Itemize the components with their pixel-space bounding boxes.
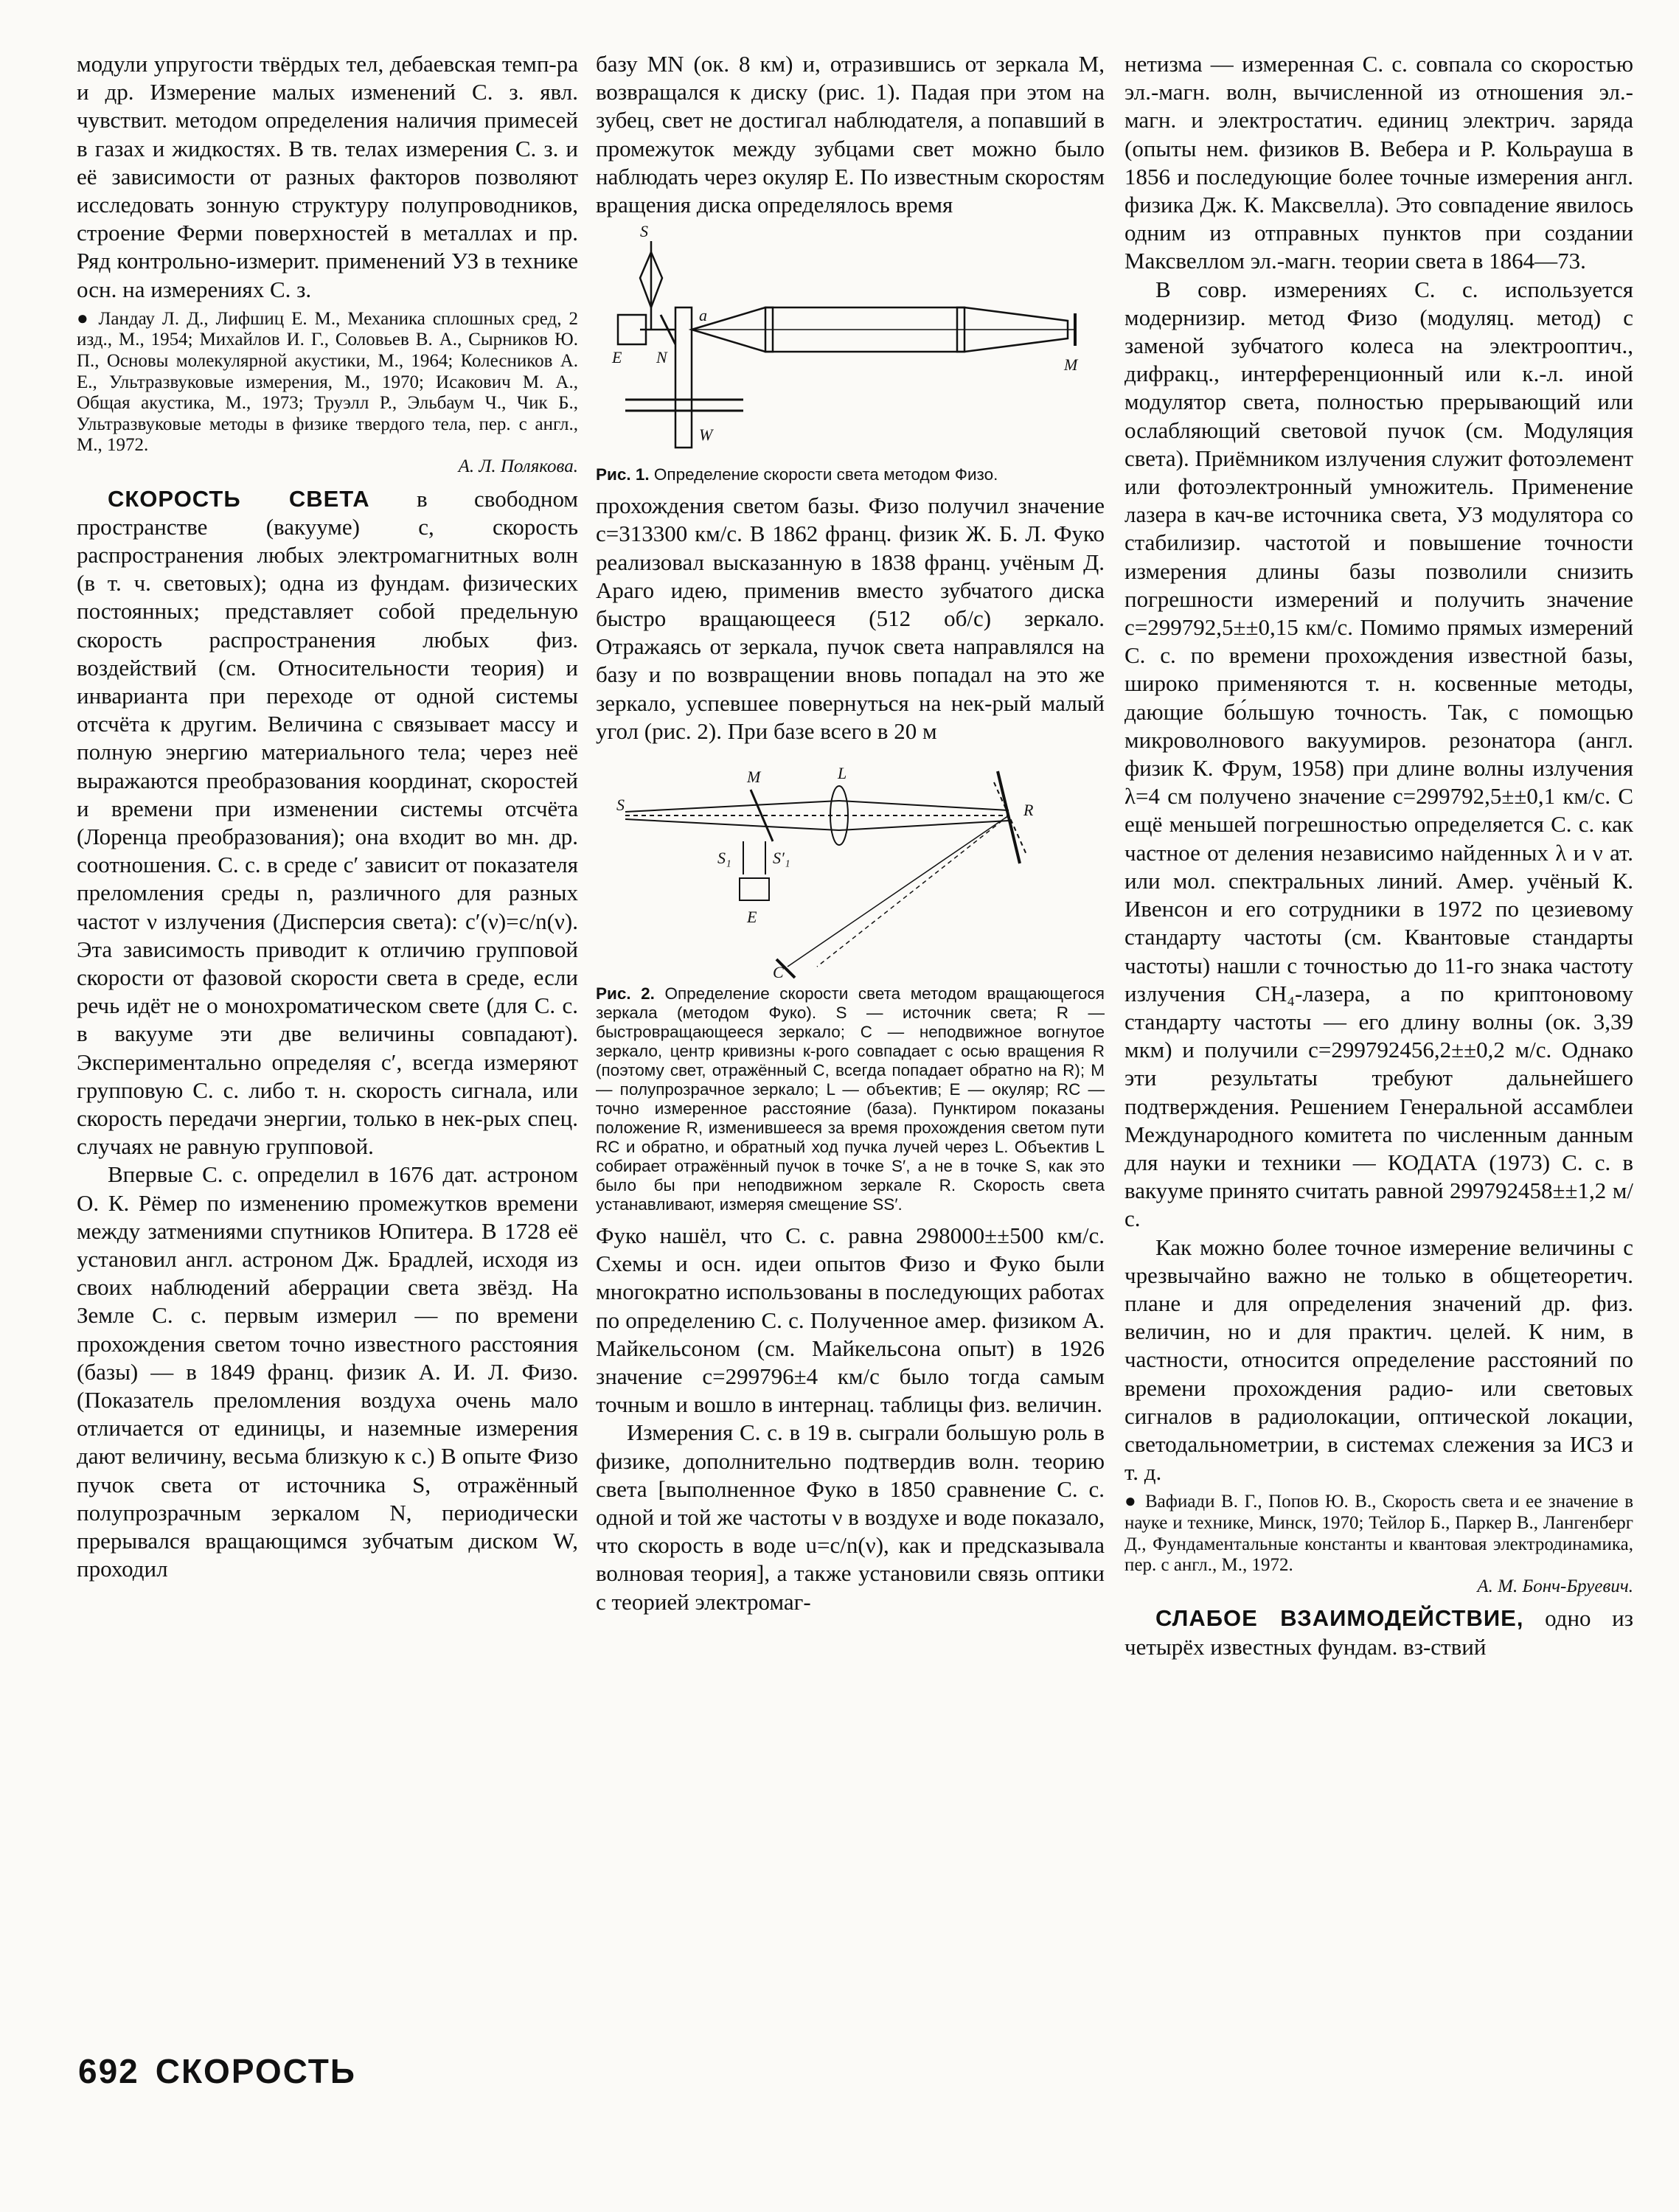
- bullet-icon: ●: [1124, 1490, 1138, 1512]
- page-number: 692: [78, 2052, 139, 2090]
- headword: СКОРОСТЬ СВЕТА: [108, 485, 370, 512]
- label-s: S: [616, 796, 625, 815]
- label-m: M: [747, 768, 761, 787]
- toothed-disk-w: [675, 307, 692, 448]
- paragraph: одно из четырёх известных фундам. вз-ствий: [1124, 1605, 1633, 1660]
- column-2: [596, 50, 1105, 1616]
- paragraph: в свободном пространстве (вакууме) c, скорость распространения любых электромагнитных волн (в т. ч. световых); одна из фундам. физических постоянных; представляет собой предельную скорость распространения любых физ. воздействий (см. Относительности теория) и инварианта при переходе от одной системы отсчёта к другим. Величина c связывает массу и полную энергию материального тела; через неё выражаются преобразования координат, скоростей и времени при изменении системы отсчёта (Лоренца преобразования); она входит во мн. др. соотношения. С. с. в среде c′ зависит от показателя преломления среды n, различного для разных частот ν излучения (Дисперсия света): c′(ν)=c/n(ν). Эта зависимость приводит к отличию групповой скорости от фазовой скорости света в среде, если речь идёт не о монохроматическом свете (для С. с. в вакууме эти две величины совпадают). Экспериментально определяя c′, всегда измеряют групповую С. с. либо т. н. скорость сигнала, или скорость передачи энергии, только в нек-рых спец. случаях не равную групповой.: [77, 485, 578, 1160]
- article-start: [77, 485, 578, 1161]
- article-start: [1124, 1604, 1633, 1660]
- headword: СЛАБОЕ ВЗАИМОДЕЙСТВИЕ,: [1155, 1605, 1524, 1632]
- rotating-mirror-r: [998, 771, 1020, 863]
- literature-block: [77, 308, 578, 478]
- paragraph: Измерения С. с. в 19 в. сыграли большую роль в физике, дополнительно подтвердив волн. теорию света [выполненное Фуко в 1850 сравнение С. с. одной и той же частоты ν в воздухе и воде показало, что скорость в воде u=c/n(ν), как и предсказывала волновая теория], а также установили связь оптики с теорией электромаг-: [596, 1419, 1105, 1615]
- paragraph: нетизма — измеренная С. с. совпала со скоростью эл.-магн. волн, вычисленной из отношения эл.-магн. и электростатич. единиц электрич. заряда (опыты нем. физиков В. Вебера и Р. Кольрауша в 1856 и последующие более точные измерения англ. физика Дж. К. Максвелла). Это совпадение явилось одним из отправных пунктов при создании Максвеллом эл.-магн. теории света в 1864—73.: [1124, 51, 1633, 274]
- label-m: M: [1064, 355, 1078, 375]
- figure-1-caption: [596, 465, 1105, 484]
- paragraph: Впервые С. с. определил в 1676 дат. астроном О. К. Рёмер по изменению промежутков времени между затмениями спутников Юпитера. В 1728 её установил англ. астроном Дж. Брадлей, исходя из своих наблюдений аберрации света звёзд. На Земле С. с. первым измерил — по времени прохождения светом точно известного расстояния (базы) — в 1849 франц. физик А. И. Л. Физо. (Показатель преломления воздуха очень мало отличается от единицы, и наземные измерения дают величину, весьма близкую к c.) В опыте Физо пучок света от источника S, отражённый полупрозрачным зеркалом N, периодически прерывался вращающимся зубчатым диском W, проходил: [77, 1161, 578, 1582]
- paragraph: базу MN (ок. 8 км) и, отразившись от зеркала M, возвращался к диску (рис. 1). Падая при этом на зубец, свет не достигал наблюдателя, а попавший в промежуток между зубцами свет можно было наблюдать через окуляр E. По известным скоростям вращения диска определялось время: [596, 51, 1105, 218]
- paragraph: Как можно более точное измерение величины c чрезвычайно важно не только в общетеоретич. плане и для определения значений др. физ. величин, но и для практич. целей. К ним, в частности, относится определение расстояний по времени прохождения радио- или световых сигналов в радиолокации, оптической локации, светодальнометрии, в системах слежения за ИСЗ и т. д.: [1124, 1234, 1633, 1486]
- label-s1-prime: S′₁: [773, 849, 790, 868]
- label-s: S: [640, 222, 648, 241]
- label-r: R: [1023, 801, 1034, 820]
- eyepiece-e-shape: [740, 878, 769, 900]
- figure-label: Рис. 2.: [596, 984, 655, 1004]
- page-footer: [78, 2051, 356, 2091]
- label-s1: S₁: [717, 849, 731, 868]
- article-author: А. М. Бонч-Бруевич.: [1477, 1576, 1633, 1596]
- literature-text: Ландау Л. Д., Лифшиц Е. М., Механика сплошных сред, 2 изд., М., 1954; Михайлов И. Г., Соловьев В. А., Сырников Ю. П., Основы молекулярной акустики, М., 1964; Колесников А. Е., Ультразвуковые измерения, М., 1970; Исакович М. А., Общая акустика, М., 1973; Труэлл Р., Эльбаум Ч., Чик Б., Ультразвуковые методы в физике твердого тела, пер. с англ., М., 1972.: [77, 308, 578, 456]
- literature-text: Вафиади В. Г., Попов Ю. В., Скорость света и ее значение в науке и технике, Минск, 1970; Тейлор Б., Паркер В., Лангенберг Д., Фундаментальные константы и квантовая электродинамика, пер. с англ., М., 1972.: [1124, 1492, 1633, 1576]
- figure-label: Рис. 1.: [596, 465, 650, 484]
- label-c: C: [773, 963, 784, 982]
- column-1: [77, 50, 578, 1584]
- caption-text: Определение скорости света методом вращающегося зеркала (методом Фуко). S — источник света; R — быстровращающееся зеркало; C — неподвижное вогнутое зеркало, центр кривизны к-рого совпадает с осью вращения R (поэтому свет, отражённый C, всегда попадает обратно на R); M — полупрозрачное зеркало; L — объектив; E — окуляр; RC — точно измеренное расстояние (база). Пунктиром показаны положение R, изменившееся за время прохождения светом пути RC и обратно, и обратный ход пучка лучей через L. Объектив L собирает отражённый пучок в точке S′, а не в точке S, как это было бы при неподвижном зеркале R. Скорость света устанавливают, измеряя смещение SS′.: [596, 984, 1105, 1214]
- label-a: a: [699, 306, 707, 325]
- figure-2-foucault-diagram: [596, 745, 1105, 981]
- paragraph: В совр. измерениях С. с. используется модернизир. метод Физо (модуляц. метод) с заменой зубчатого колеса на электрооптич., дифракц., интерференционный или к.-л. иной модулятор света, полностью прерывающий или ослабляющий световой пучок (см. Модуляция света). Приёмником излучения служит фотоэлемент или фотоэлектронный умножитель. Применение лазера в кач-ве источника света, УЗ модулятора со стабилизир. частотой и повышение точности измерения длины базы позволили снизить погрешности измерений и получить значение c=299792,5±±0,15 км/с. Помимо прямых измерений С. с. по времени прохождения известной базы, широко применяются т. н. косвенные методы, дающие бо́льшую точность. Так, с помощью микроволнового вакуумиров. резонатора (англ. физик К. Фрум, 1958) при длине волны излучения λ=4 см получено значение c=299792,5±±0,1 км/с. С ещё меньшей погрешностью определяется С. с. как частное от деления независимо найденных λ и ν ат. или мол. спектральных линий. Амер. учёный К. Ивенсон и его сотрудники в 1972 по цезиевому стандарту частоты (см. Квантовые стандарты частоты) нашли с точностью до 11-го знака частоту излучения CH₄-лазера, а по криптоновому стандарту частоты — его длину волны (ок. 3,39 мкм) и получили c=299792456,2±±0,2 м/с. Однако эти результаты требуют дальнейшего подтверждения. Решением Генеральной ассамблеи Международного комитета по численным данным для науки и техники — КОДАТА (1973) С. с. в вакууме принято считать равной 299792458±±1,2 м/с.: [1124, 276, 1633, 1232]
- paragraph: модули упругости твёрдых тел, дебаевская темп-ра и др. Измерение малых изменений С. з. явл. чувствит. методом определения наличия примесей в газах и жидкостях. В тв. телах измерения С. з. и её зависимости от разных факторов позволяют исследовать зонную структуру полупроводников, строение Ферми поверхностей в металлах и пр. Ряд контрольно-измерит. применений УЗ в технике осн. на измерениях С. з.: [77, 51, 578, 302]
- figure-1-fizeau-diagram: [596, 219, 1105, 462]
- label-e: E: [612, 348, 622, 367]
- figure-2-caption: [596, 984, 1105, 1214]
- column-3: [1124, 50, 1633, 1661]
- label-n: N: [656, 348, 667, 367]
- article-author: А. Л. Полякова.: [458, 456, 578, 476]
- running-head: СКОРОСТЬ: [155, 2052, 356, 2090]
- caption-text: Определение скорости света методом Физо.: [653, 465, 998, 484]
- paragraph: прохождения светом базы. Физо получил значение c=313300 км/с. В 1862 франц. физик Ж. Б. Л. Фуко реализовал высказанную в 1838 франц. учёным Д. Араго идею, применив вместо зубчатого диска быстро вращающееся (512 об/с) зеркало. Отражаясь от зеркала, пучок света направлялся на базу и по возвращении вновь попадал на это же зеркало, успевшее повернуться на нек-рый малый угол (рис. 2). При базе всего в 20 м: [596, 493, 1105, 744]
- label-l: L: [838, 764, 847, 783]
- bullet-icon: ●: [77, 307, 91, 329]
- label-w: W: [699, 425, 713, 445]
- label-e: E: [747, 908, 757, 927]
- mirror-m-shape: [751, 790, 773, 841]
- literature-block: [1124, 1491, 1633, 1597]
- paragraph: Фуко нашёл, что С. с. равна 298000±±500 км/с. Схемы и осн. идеи опытов Физо и Фуко были многократно использованы в последующих работах по определению С. с. Полученное амер. физиком А. Майкельсоном (см. Майкельсона опыт) в 1926 значение c=299796±4 км/с было тогда самым точным и вошло в интернац. таблицы физ. величин.: [596, 1222, 1105, 1418]
